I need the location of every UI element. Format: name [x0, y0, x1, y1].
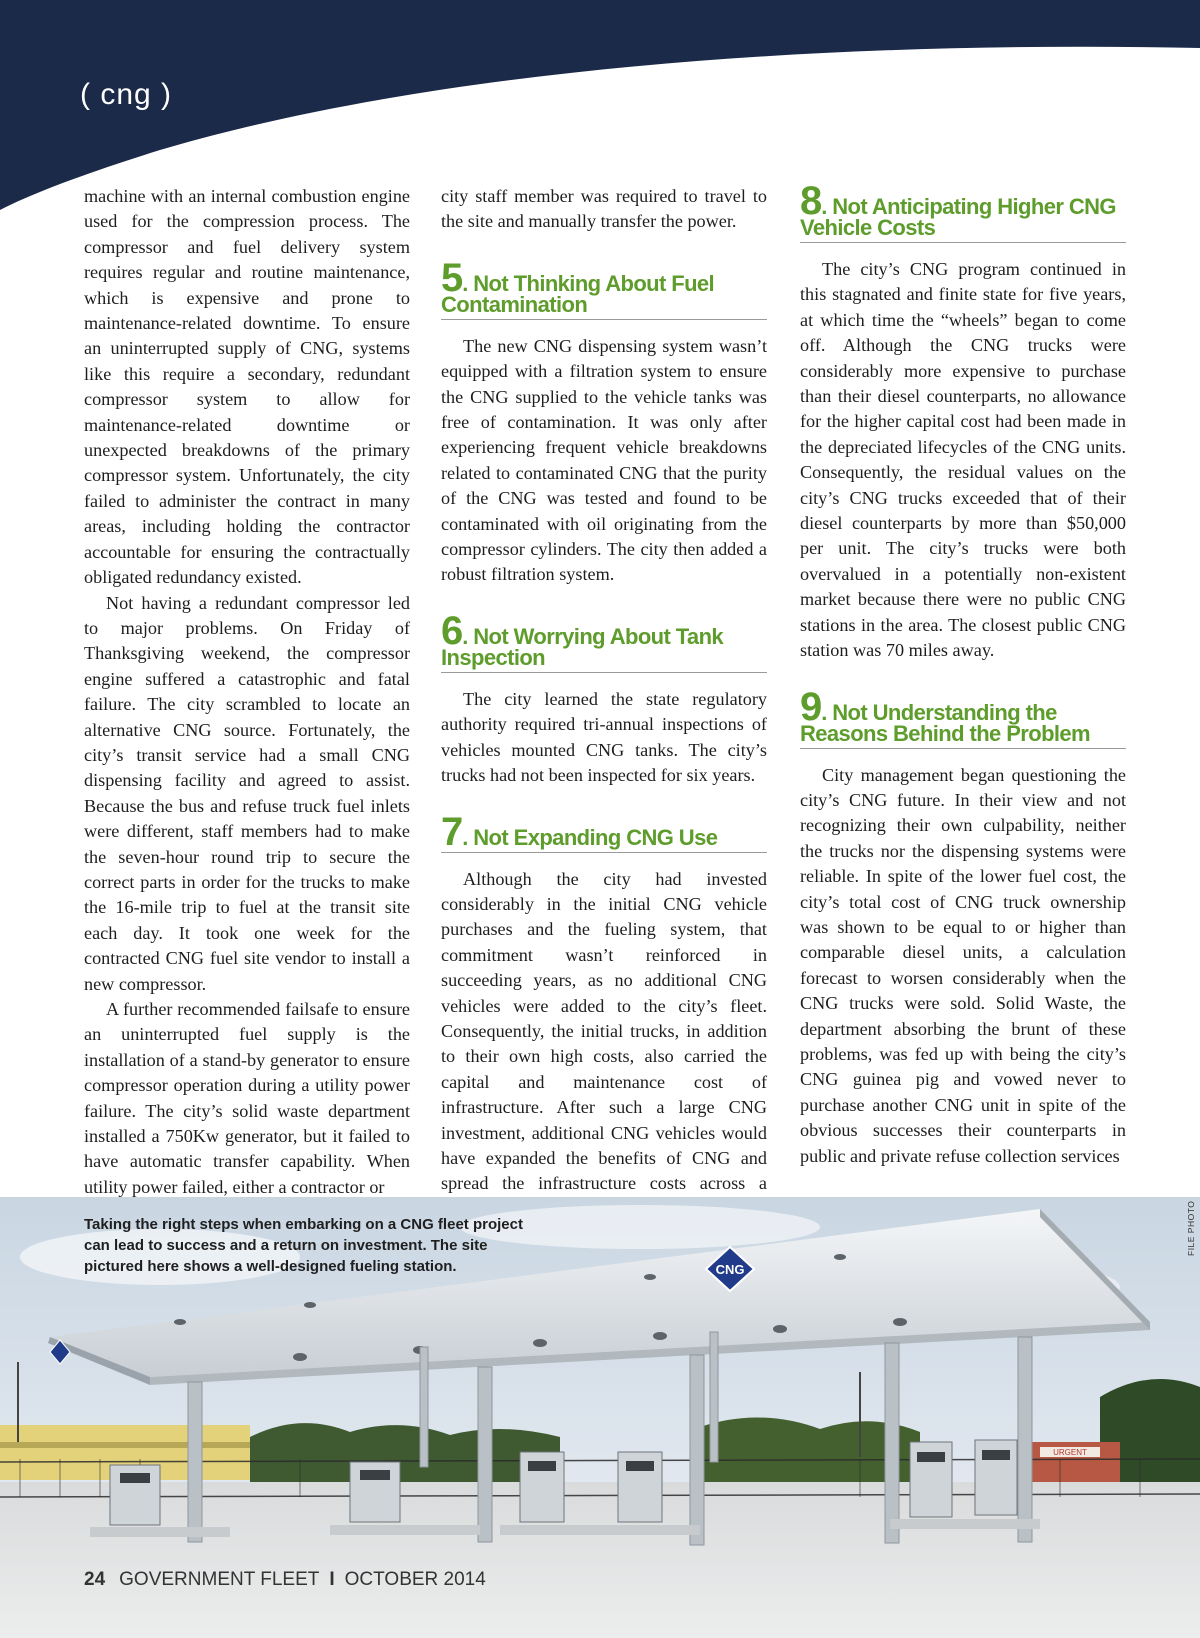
publication-name: GOVERNMENT FLEET [119, 1569, 320, 1590]
page-number: 24 [84, 1569, 106, 1590]
heading-title: . Not Expanding CNG Use [462, 824, 718, 850]
photo-credit: FILE PHOTO [1186, 1200, 1196, 1256]
heading-title: . Not Worrying About Tank Inspection [441, 623, 724, 670]
paragraph: The city’s CNG program continued in this stagnated and finite state for five years, at which time the “wheels” began to come off. Although the CNG trucks were considerably more expensive to purchase than their diesel counterparts, no allowance for the higher capital cost had been made in the depreciated lifecycles of the CNG units. Consequently, the residual values on the city’s CNG trucks exceeded that of their diesel counterparts by more than $50,000 per unit. The city’s trucks were both overvalued in a potentially non-existent market because there were no public CNG stations in the area. The closest public CNG station was 70 miles away. [800, 259, 1126, 661]
heading-number: 8 [800, 179, 822, 223]
header-swoosh [0, 0, 1200, 215]
section-tag: ( cng ) [80, 78, 173, 111]
column-3 [800, 179, 1126, 1169]
paragraph: City management began questioning the city’s CNG future. In their view and not recognizing their own culpability, neither the trucks nor the dispensing systems were reliable. In spite of the lower fuel cost, the city’s total cost of CNG truck ownership was shown to be equal to or higher than comparable diesel units, a calculation forecast to worsen considerably when the CNG trucks were sold. Solid Waste, the department absorbing the brunt of these problems, was fed up with being the city’s CNG guinea pig and vowed never to purchase another CNG unit in spite of the obvious successes their counterparts in public and private refuse collection services [800, 764, 1126, 1166]
paragraph: Although the city had invested considerably in the initial CNG vehicle purchases and the fueling system, that commitment wasn’t reinforced in succeeding years, as no additional CNG vehicles were added to the city’s fleet. Consequently, the initial trucks, in addition to their own high costs, also carried the capital and maintenance cost of infrastructure. After such a large CNG investment, additional CNG vehicles would have expanded the benefits of CNG and spread the infrastructure costs across a [441, 868, 767, 1194]
page-footer [84, 1569, 486, 1591]
heading-number: 7 [441, 809, 463, 854]
heading-title: . Not Thinking About Fuel Contamination [441, 270, 715, 317]
photo-caption: Taking the right steps when embarking on a CNG fleet project can lead to success and a return on investment. The site pictured here shows a well-designed fueling station. [84, 1216, 523, 1275]
urgent-sign-text: URGENT [1053, 1448, 1087, 1457]
paragraph: The new CNG dispensing system wasn’t equipped with a filtration system to ensure the CNG supplied to the vehicle tanks was free of contamination. It was only after experiencing frequent vehicle breakdowns related to contaminated CNG that the purity of the CNG was tested and found to be contaminated with oil originating from the compressor cylinders. The city then added a robust filtration system. [441, 335, 767, 585]
paragraph: Not having a redundant compressor led to major problems. On Friday of Thanksgiving weekend, the compressor engine suffered a catastrophic and fatal failure. The city scrambled to locate an alternative CNG source. Fortunately, the city’s transit service had a small CNG dispensing facility and agreed to assist. Because the bus and refuse truck fuel inlets were different, staff members had to make the seven-hour round trip to secure the correct parts in order for the trucks to make the 16-mile trip to fuel at the transit site each day. It took one week for the contracted CNG fuel site vendor to install a new compressor. [84, 592, 410, 994]
section-heading-7 [441, 809, 767, 854]
section-heading-6 [441, 608, 767, 673]
section-heading-8 [800, 179, 1126, 243]
paragraph: A further recommended failsafe to ensure an uninterrupted fuel supply is the installation of a stand-by generator to ensure compressor operation during a utility power failure. The city’s solid waste department installed a 750Kw generator, but it failed to have automatic transfer capability. When utility power failed, either a contractor or [84, 999, 410, 1197]
paragraph: machine with an internal combustion engine used for the compression process. The compressor and fuel delivery system requires regular and routine maintenance, which is expensive and prone to maintenance-related downtime. To ensure an uninterrupted supply of CNG, systems like this require a secondary, redundant compressor system to allow for maintenance-related downtime or unexpected breakdowns of the primary compressor system. Unfortunately, the city failed to administer the contract in many areas, including holding the contractor accountable for ensuring the contractually obligated redundancy existed. [84, 186, 410, 588]
heading-number: 9 [800, 684, 822, 729]
cng-logo-text: CNG [715, 1262, 745, 1277]
issue-date: OCTOBER 2014 [344, 1569, 486, 1590]
section-heading-5 [441, 255, 767, 320]
paragraph: The city learned the state regulatory authority required tri-annual inspections of vehicles mounted CNG tanks. The city’s trucks had not been inspected for six years. [441, 688, 767, 786]
heading-title: . Not Understanding the Reasons Behind the Problem [800, 699, 1091, 746]
heading-title: . Not Anticipating Higher CNG Vehicle Costs [800, 194, 1116, 240]
footer-separator: I [329, 1569, 335, 1590]
section-heading-9 [800, 684, 1126, 749]
heading-number: 6 [441, 608, 463, 653]
column-2 [441, 184, 767, 1222]
column-1 [84, 184, 410, 1200]
heading-number: 5 [441, 255, 463, 300]
paragraph: city staff member was required to travel to the site and manually transfer the power. [441, 186, 767, 232]
